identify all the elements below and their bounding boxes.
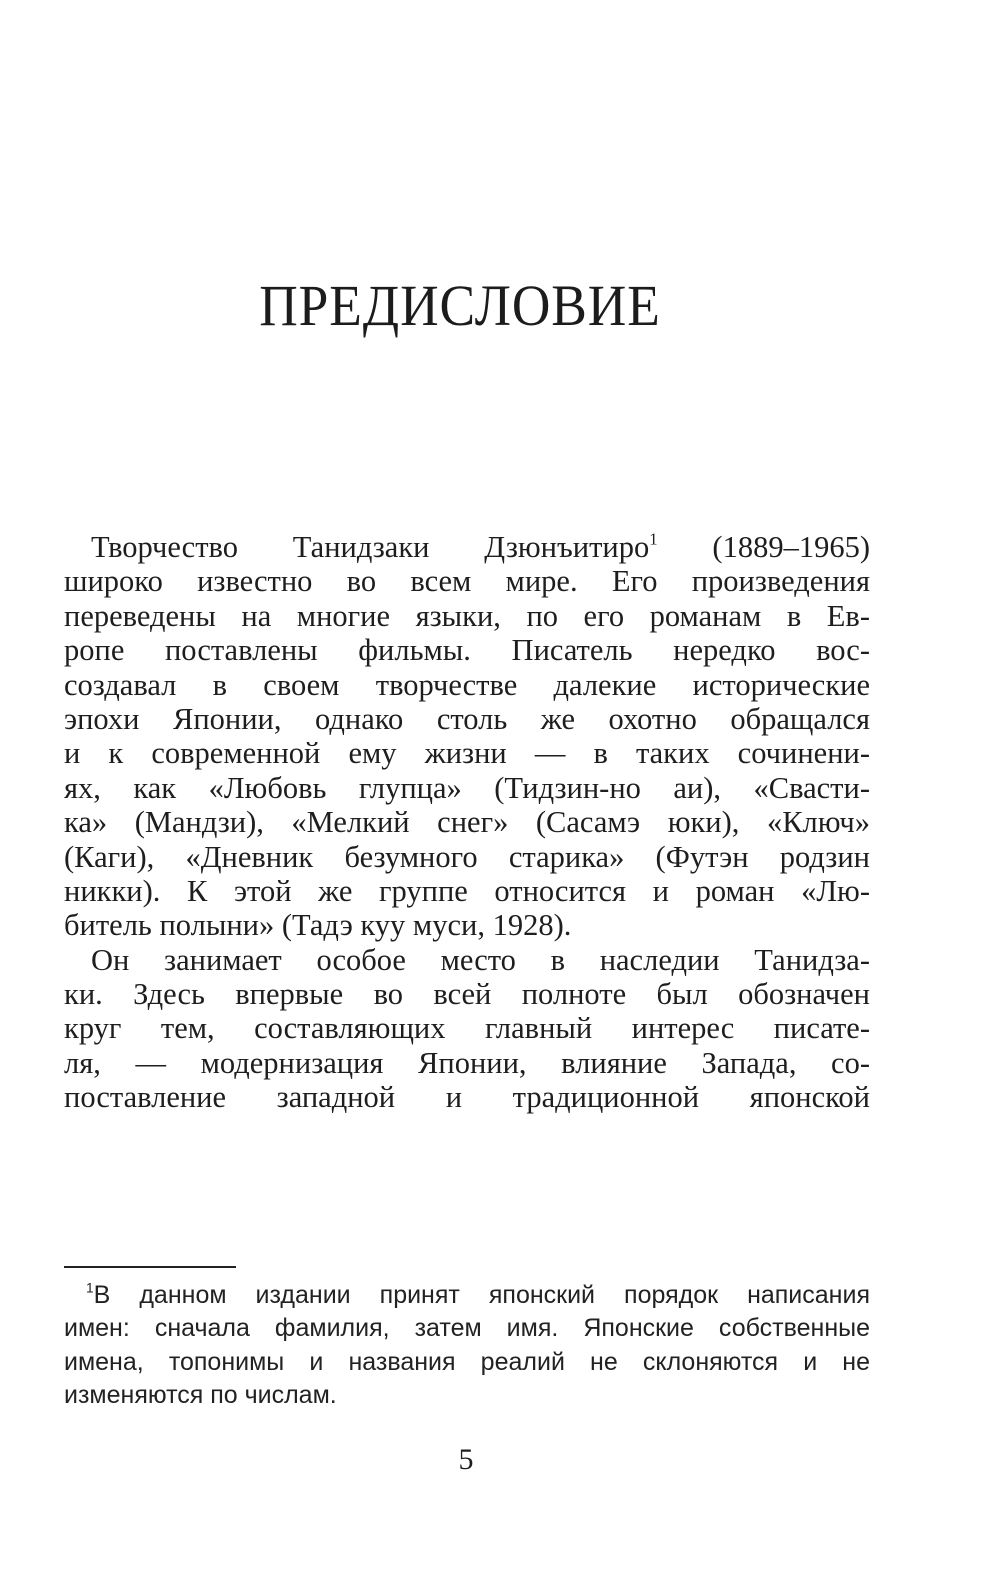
- body-line: [64, 530, 870, 564]
- footnote: [64, 1279, 870, 1412]
- footnote-line: имена, топонимы и названия реалий не склоняются и не: [64, 1347, 870, 1376]
- body-line: эпохи Японии, однако столь же охотно обращался: [64, 701, 870, 736]
- body-line: никки). К этой же группе относится и роман «Лю-: [64, 873, 870, 908]
- body-line: круг тем, составляющих главный интерес писате-: [64, 1011, 870, 1046]
- body-line: ки. Здесь впервые во всей полноте был обозначен: [64, 977, 870, 1012]
- body-text: [64, 530, 870, 1115]
- body-line: ропе поставлены фильмы. Писатель нередко вос-: [64, 633, 870, 668]
- body-line: переведены на многие языки, по его романам в Ев-: [64, 598, 870, 633]
- body-line: (Каги), «Дневник безумного старика» (Футэн родзин: [64, 839, 870, 874]
- footnote-divider: [64, 1266, 236, 1268]
- body-line: ля, — модернизация Японии, влияние Запада, со-: [64, 1045, 870, 1080]
- body-line: ка» (Мандзи), «Мелкий снег» (Сасамэ юки), «Ключ»: [64, 805, 870, 840]
- body-line: поставление западной и традиционной японской: [64, 1080, 870, 1115]
- body-line-text: Творчество Танидзаки Дзюнъитиро: [91, 530, 650, 564]
- body-line-text: (1889–1965): [657, 530, 870, 564]
- body-line: битель полыни» (Тадэ куу муси, 1928).: [64, 908, 572, 943]
- footnote-marker: 1: [86, 1280, 94, 1296]
- page-number: 5: [458, 1443, 474, 1476]
- body-line: создавал в своем творчестве далекие исторические: [64, 667, 870, 702]
- footnote-line: [64, 1279, 870, 1312]
- footnote-line: изменяются по числам.: [64, 1380, 337, 1409]
- footnote-line-text: В данном издании принят японский порядок написания: [93, 1281, 870, 1309]
- chapter-title: ПРЕДИСЛОВИЕ: [259, 273, 661, 338]
- body-line: широко известно во всем мире. Его произведения: [64, 564, 870, 599]
- body-line: ях, как «Любовь глупца» (Тидзин-но аи), «Свасти-: [64, 770, 870, 805]
- body-line: Он занимает особое место в наследии Танидза-: [91, 942, 870, 977]
- footnote-line: имен: сначала фамилия, затем имя. Японские собственные: [64, 1314, 870, 1343]
- footnote-reference[interactable]: 1: [649, 529, 658, 549]
- body-line: и к современной ему жизни — в таких сочинени-: [64, 736, 870, 771]
